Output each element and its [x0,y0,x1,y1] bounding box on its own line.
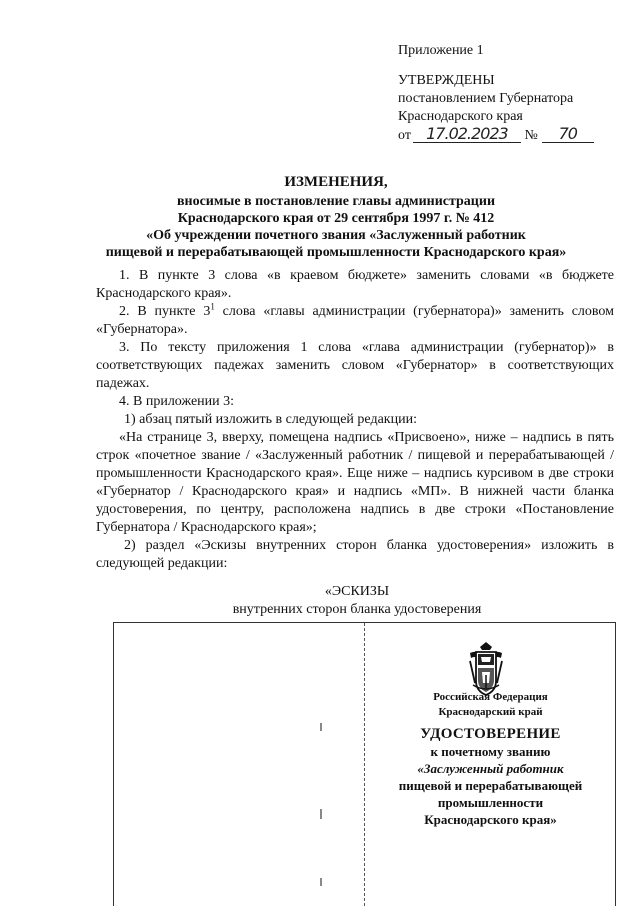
approved-label: УТВЕРЖДЕНЫ [398,73,495,88]
certificate-line-4: промышленности [437,795,544,810]
paragraph-4: 4. В приложении 3: [119,394,235,409]
paragraph-7: 2) раздел «Эскизы внутренних сторон бланка удостоверения» изложить в следующей редакции: [96,538,614,571]
date-number-line [398,126,594,145]
scan-mark [320,878,322,886]
heading-line-2: Краснодарского края от 29 сентября 1997 г. № 412 [177,211,495,226]
fold-line [364,623,365,906]
paragraph-2-start: 2. В пункте 3 [119,304,211,319]
certificate-line-5: Краснодарского края» [424,812,557,827]
scan-mark [320,809,322,819]
approval-block [398,42,594,145]
date-prefix: от [398,128,411,143]
heading-line-1: вносимые в постановление главы администрации [176,194,496,209]
appendix-label: Приложение 1 [398,43,484,58]
handwritten-date: 17.02.2023 [413,126,521,143]
heading-line-4: пищевой и перерабатывающей промышленности Краснодарского края» [105,245,567,260]
scan-mark [320,723,322,731]
paragraph-2-superscript: 1 [210,301,215,312]
document-heading [96,174,576,261]
heading-title: ИЗМЕНЕНИЯ, [284,174,388,190]
handwritten-number: 70 [542,126,594,143]
certificate-title: УДОСТОВЕРЕНИЕ [420,726,561,742]
certificate-line-3: пищевой и перерабатывающей [398,778,583,793]
sketch-subtitle: внутренних сторон бланка удостоверения [232,602,482,617]
heading-line-3: «Об учреждении почетного звания «Заслуженный работник [146,228,526,243]
approved-by-line-2: Краснодарского края [398,109,523,124]
certificate-sketch-frame [113,622,616,906]
approved-by-line-1: постановлением Губернатора [398,91,574,106]
paragraph-2 [96,303,614,339]
certificate-inner-right [366,623,615,906]
number-sign: № [524,128,538,143]
krasnodar-coat-of-arms-icon [466,641,506,697]
certificate-title-block [366,726,615,828]
paragraph-2-end: слова «главы администрации (губернатора)» заменить словом «Губернатора». [96,304,615,337]
certificate-line-2: «Заслуженный работник [417,761,564,776]
certificate-line-1: к почетному званию [430,744,551,759]
paragraph-1: 1. В пункте 3 слова «в краевом бюджете» заменить словами «в бюджете Краснодарского края». [96,268,614,301]
sketch-title: «ЭСКИЗЫ [324,584,390,599]
federation-label: Российская Федерация Краснодарский край [433,691,548,718]
paragraph-5: 1) абзац пятый изложить в следующей редакции: [124,412,417,427]
paragraph-6: «На странице 3, вверху, помещена надпись «Присвоено», ниже – надпись в пять строк «почетное звание / «Заслуженный работник / пищевой и перерабатывающей / промышленности Краснодарского края». Еще ниже – надпись курсивом в две строки «Губернатор / Краснодарского края» и надпись «МП». В нижней части бланка удостоверения, по центру, расположена надпись в две строки «Постановление Губернатора / Краснодарского края»; [96,430,614,535]
paragraph-3: 3. По тексту приложения 1 слова «глава администрации (губернатор)» в соответствующих падежах заменить словом «Губернатор» в соответствующих падежах. [96,340,614,391]
document-body [96,267,614,573]
